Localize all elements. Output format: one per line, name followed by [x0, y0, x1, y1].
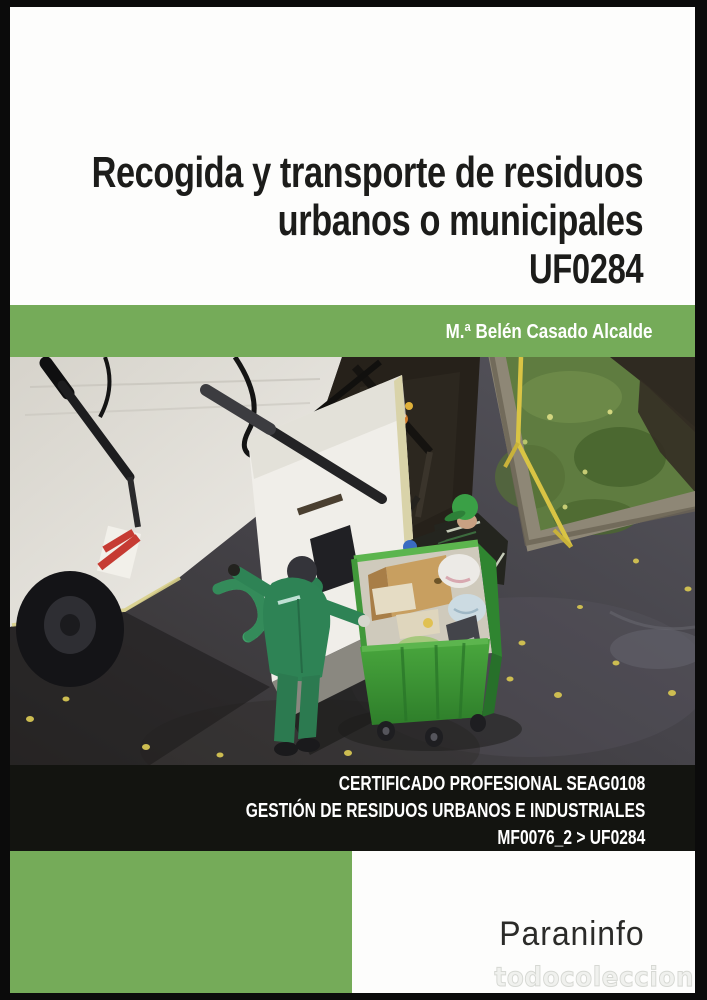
certification-lines — [245, 771, 645, 852]
course-code: UF0284 — [528, 245, 643, 292]
title-line-1: Recogida y transporte de residuos — [91, 148, 643, 197]
certification-line-3: MF0076_2 > UF0284 — [497, 827, 645, 849]
waste-container — [338, 543, 522, 751]
author-bar — [10, 305, 695, 357]
waste-collection-illustration — [10, 357, 695, 765]
certification-line-1: CERTIFICADO PROFESIONAL SEAG0108 — [338, 773, 645, 795]
watermark-text: todocoleccion — [494, 962, 694, 993]
certification-line-2: GESTIÓN DE RESIDUOS URBANOS E INDUSTRIALES — [245, 800, 645, 822]
certification-band — [10, 765, 695, 851]
book-cover — [10, 7, 695, 993]
book-title — [91, 149, 643, 293]
title-line-2: urbanos o municipales — [277, 196, 643, 245]
author-name: M.ª Belén Casado Alcalde — [445, 321, 653, 343]
green-color-block — [10, 851, 352, 993]
publisher-logo: Paraninfo — [499, 915, 645, 953]
cover-photo — [10, 357, 695, 765]
